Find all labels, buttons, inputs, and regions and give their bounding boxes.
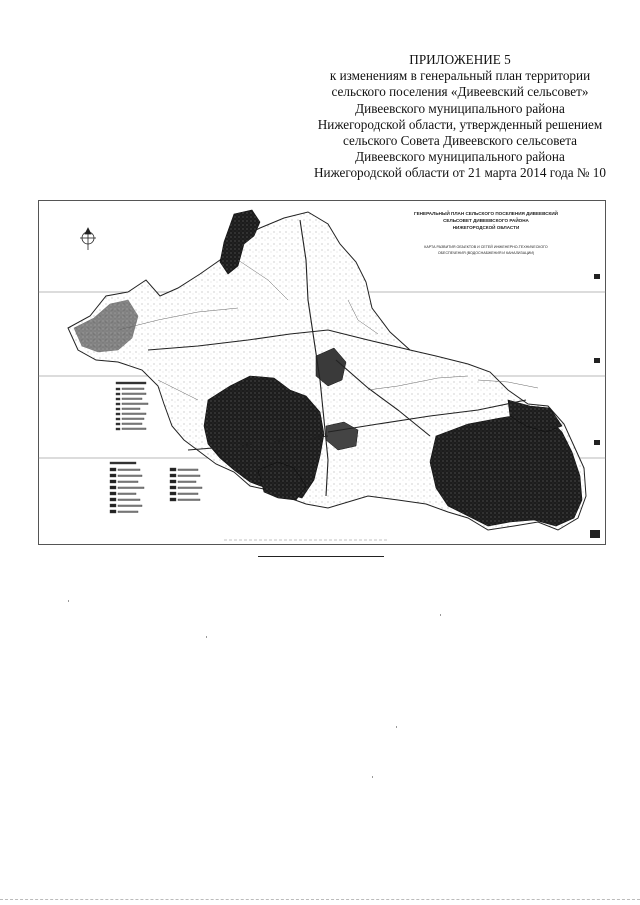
- map-sheet: [38, 200, 606, 545]
- appendix-line: Нижегородской области от 21 марта 2014 года № 10: [314, 165, 606, 181]
- appendix-line: сельского Совета Дивеевского сельсовета: [343, 133, 577, 149]
- separator-line: [258, 556, 384, 557]
- sheet-subtitle: ОБЕСПЕЧЕНИЯ (ВОДОСНАБЖЕНИЯ И КАНАЛИЗАЦИИ): [437, 251, 535, 255]
- scan-speck: [396, 726, 397, 728]
- scan-speck: [372, 776, 373, 778]
- appendix-line: сельского поселения «Дивеевский сельсовет»: [331, 84, 589, 100]
- sheet-subtitle: КАРТА РАЗВИТИЯ ОБЪЕКТОВ И СЕТЕЙ ИНЖЕНЕРНО-ТЕХНИЧЕСКОГО: [424, 245, 548, 249]
- map-drawing: [38, 200, 606, 545]
- appendix-line: Дивеевского муниципального района: [355, 100, 565, 116]
- appendix-line: к изменениям в генеральный план территории: [329, 68, 591, 84]
- scan-speck: [68, 600, 69, 602]
- sheet-title: НИЖЕГОРОДСКОЙ ОБЛАСТИ: [452, 225, 520, 230]
- sheet-title: ГЕНЕРАЛЬНЫЙ ПЛАН СЕЛЬСКОГО ПОСЕЛЕНИЯ ДИВЕЕВСКИЙ: [414, 211, 558, 216]
- sheet-title: СЕЛЬСОВЕТ ДИВЕЕВСКОГО РАЙОНА: [443, 218, 529, 223]
- scan-speck: [206, 636, 207, 638]
- scan-speck: [440, 614, 441, 616]
- appendix-header: [300, 52, 620, 182]
- appendix-line: Дивеевского муниципального района: [355, 149, 565, 165]
- appendix-title: ПРИЛОЖЕНИЕ 5: [409, 52, 511, 67]
- appendix-line: Нижегородской области, утвержденный решением: [317, 116, 603, 132]
- footer-dash-line: [0, 899, 640, 900]
